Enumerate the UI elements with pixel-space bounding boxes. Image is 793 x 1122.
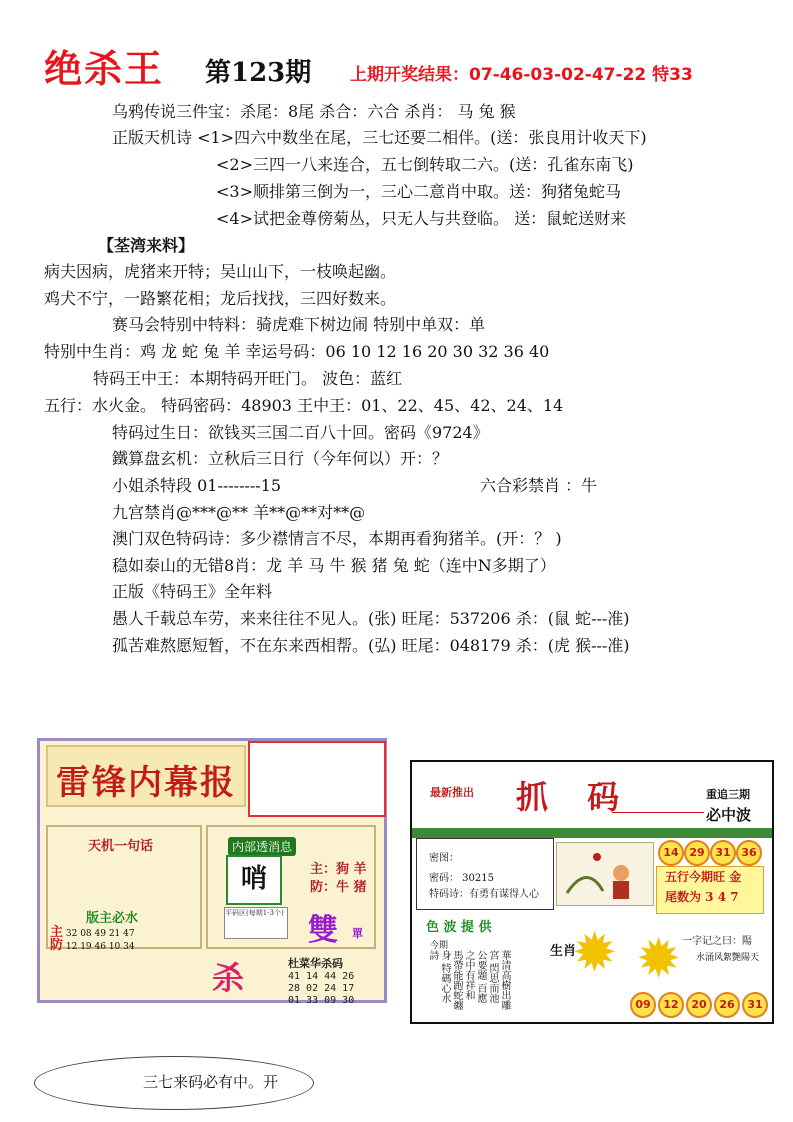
line-birthday: 特码过生日：欲钱买三国二百八十回。密码《9724》 — [112, 423, 489, 442]
number-ball: 36 — [736, 840, 762, 866]
code-box: 密图： 密码： 30215 特码诗：有勇有谋得人心 — [416, 838, 554, 910]
brand-title: 绝杀王 — [44, 46, 165, 91]
panel-sentence-title: 天机一句话 — [88, 839, 154, 854]
sha-glyph: 杀 — [212, 959, 245, 997]
number-ball: 26 — [714, 992, 740, 1018]
shengxiao-label: 生肖 — [550, 944, 577, 959]
section-heading: 【荃湾来料】 — [98, 236, 195, 255]
vertical-poem: 華清高樹出雕宮 閃思而池公要題 百應之中有祥和 馬帶能跑蛇纏身 特碼心水詩 — [427, 950, 510, 1010]
bizhong-label: 必中波 — [706, 806, 752, 824]
line-macau-poem: 澳门双色特码诗：多少襟情言不尽，本期再看狗猪羊。(开：？ ) — [112, 529, 562, 548]
line-text-1: 病夫因病，虎猪来开特；吴山山下，一枝唤起幽。 — [44, 262, 397, 281]
line-eight-zodiac: 稳如泰山的无错8肖：龙 羊 马 牛 猴 猪 兔 蛇（连中N多期了） — [112, 556, 556, 575]
wuxing-box: 五行今期旺 金 尾数为 3 4 7 — [656, 866, 764, 914]
line-poem-zhang: 愚人千载总车劳，来来往往不见人。(张) 旺尾：537206 杀：(鼠 蛇---准) — [112, 609, 630, 628]
wave-provider: 色 波 提 供 — [426, 920, 492, 935]
jinqi-label: 今期 — [430, 941, 449, 951]
shuang-glyph: 雙 — [308, 913, 338, 948]
sun-icon-left: ✹ — [572, 921, 618, 984]
cloud-callout — [34, 1056, 314, 1110]
issue-number: 第123期 — [205, 58, 312, 88]
number-ball: 14 — [658, 840, 684, 866]
sun-icon-right: ✹ — [636, 927, 682, 990]
line-poem-3: <3>顺排第三倒为一，三心二意肖中取。送：狗猪兔蛇马 — [216, 182, 621, 201]
red-underline — [612, 812, 704, 813]
du-panel: 杜菜华杀码 41 14 44 26 28 02 24 17 01 33 09 30 — [288, 957, 355, 1006]
newly-label: 最新推出 — [430, 786, 474, 799]
du-grid: 41 14 44 26 28 02 24 17 01 33 09 30 — [288, 971, 355, 1006]
number-ball: 31 — [742, 992, 768, 1018]
line-poem-1: 正版天机诗 <1>四六中数坐在尾，三七还要二相伴。(送：张良用计收天下) — [112, 128, 647, 147]
line-text-2: 鸡犬不宁，一路繁花相；龙后找找，三四好数来。 — [44, 289, 397, 308]
line-crow-legend: 乌鸦传说三件宝：杀尾：8尾 杀合：六合 杀肖： 马 兔 猴 — [112, 102, 516, 121]
ad-blank-box — [248, 741, 386, 817]
zhu-fang: 主：狗 羊 防：牛 猪 — [310, 862, 367, 895]
yzj-label: 一字记之曰：陽 — [682, 936, 752, 947]
number-ball: 12 — [658, 992, 684, 1018]
zhu-fang-numbers: 主 32 08 49 21 47 防 12 19 46 10 34 — [50, 925, 135, 953]
illustration — [556, 842, 654, 906]
number-ball: 20 — [686, 992, 712, 1018]
panel-sentence — [46, 825, 202, 953]
zhuban-label: 版主必水 — [86, 911, 139, 926]
inside-badge: 内部透消息 — [228, 837, 296, 856]
line-kill-range: 小姐杀特段 01--------15 — [112, 476, 282, 495]
ad-banner: 雷锋内幕报 — [46, 745, 246, 807]
line-banned: 六合彩禁肖 ：牛 — [480, 476, 598, 495]
green-band — [412, 828, 772, 838]
number-ball: 09 — [630, 992, 656, 1018]
zhua-ma-title: 抓 码 — [516, 778, 634, 816]
line-king: 特码王中王：本期特码开旺门。 波色：蓝红 — [93, 369, 403, 388]
ad-right-panel — [410, 760, 774, 1024]
chong-label: 重追三期 — [706, 788, 750, 801]
line-racing: 赛马会特别中特料：骑虎难下树边闹 特别中单双：单 — [112, 315, 486, 334]
last-result: 上期开奖结果：07-46-03-02-47-22 特33 — [350, 65, 693, 85]
ad-left-panel — [37, 738, 387, 1006]
number-ball: 31 — [710, 840, 736, 866]
line-annual: 正版《特码王》全年料 — [112, 582, 273, 601]
xiao-box: 哨 — [226, 855, 282, 905]
panel-inside — [206, 825, 376, 949]
line-poem-2: <2>三四一八来连合，五七倒转取二六。(送：孔雀东南飞) — [216, 155, 634, 174]
dan-glyph: 單 — [352, 927, 363, 940]
line-poem-hong: 孤苦难熬愿短暂，不在东来西相帮。(弘) 旺尾：048179 杀：(虎 猴---准) — [112, 636, 630, 655]
mini-table: 平码区(每期1-3个) — [224, 907, 288, 939]
line-abacus: 鐵算盘玄机：立秋后三日行（今年何以）开：？ — [112, 449, 449, 468]
cloud-text: 三七来码必有中。开 — [143, 1073, 279, 1091]
line-zodiac: 特别中生肖：鸡 龙 蛇 兔 羊 幸运号码：06 10 12 16 20 30 32 36 40 — [44, 342, 550, 361]
line-wuxing: 五行：水火金。 特码密码：48903 王中王：01、22、45、42、24、14 — [44, 396, 564, 415]
line-nine-palace: 九宫禁肖@***@** 羊**@**对**@ — [112, 503, 366, 522]
line-poem-4: <4>试把金尊傍菊丛，只无人与共登临。 送：鼠蛇送财来 — [216, 209, 627, 228]
number-ball: 29 — [684, 840, 710, 866]
phrase-label: 水涌风絮艷陽天 — [696, 953, 760, 963]
